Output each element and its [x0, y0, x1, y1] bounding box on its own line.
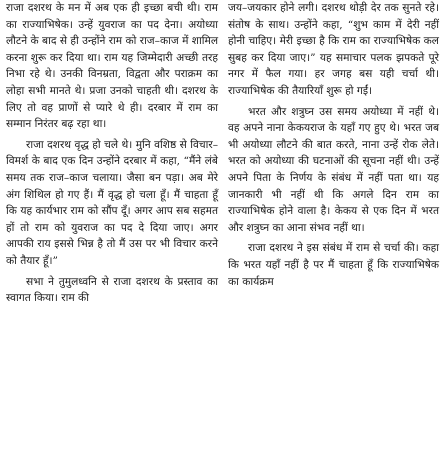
paragraph: राजा दशरथ वृद्ध हो चले थे। मुनि वशिष्ठ से विचार–विमर्श के बाद एक दिन उन्होंने दरबार में कहा, “मैंने लंबे समय तक राज–काज चलाया। जैसा बन पड़ा। अब मेरे अंग शिथिल हो गए हैं। मैं वृद्ध हो चला हूँ। मैं चाहता हूँ कि यह कार्यभार राम को सौंप दूँ। अगर आप सब सहमत हों तो राम को युवराज का पद दे दिया जाए। अगर आपकी राय इससे भिन्न है तो मैं उस पर भी विचार करने को तैयार हूँ।” — [6, 138, 218, 267]
paragraph: भरत और शत्रुघ्न उस समय अयोध्या में नहीं थे। वह अपने नाना केकयराज के यहाँ गए हुए थे। भरत जब भी अयोध्या लौटने की बात करते, नाना उन्हें रोक लेते। भरत को अयोध्या की घटनाओं की सूचना नहीं थी। उन्हें अपने पिता के निर्णय के संबंध में नहीं पता था। यह जानकारी भी नहीं थी कि अगले दिन राम का राज्याभिषेक होने वाला है। केकय से एक दिन में भरत और शत्रुघ्न का आना संभव नहीं था। — [228, 105, 439, 234]
paragraph: जय–जयकार होने लगी। दशरथ थोड़ी देर तक सुनते रहे। संतोष के साथ। उन्होंने कहा, “शुभ काम में देरी नहीं होनी चाहिए। मेरी इच्छा है कि राम का राज्याभिषेक कल सुबह कर दिया जाए।” यह समाचार पलक झपकते पूरे नगर में फैल गया। हर जगह बस यही चर्चा थी। राज्याभिषेक की तैयारियाँ शुरू हो गईं। — [228, 2, 439, 97]
paragraph: राजा दशरथ ने इस संबंध में राम से चर्चा की। कहा कि भरत यहाँ नहीं है पर मैं चाहता हूँ कि राज्याभिषेक का कार्यक्रम — [228, 242, 439, 288]
right-column — [222, 0, 444, 454]
paragraph: राजा दशरथ के मन में अब एक ही इच्छा बची थी। राम का राज्याभिषेक। उन्हें युवराज का पद देना। अयोध्या लौटने के बाद से ही उन्होंने राम को राज–काज में शामिल करना शुरू कर दिया था। राम यह जिम्मेदारी अच्छी तरह निभा रहे थे। उनकी विनम्रता, विद्वता और पराक्रम का लोहा सभी मानते थे। प्रजा उनको चाहती थी। दशरथ के लिए तो वह प्राणों से प्यारे थे ही। दरबार में राम का सम्मान निरंतर बढ़ रहा था। — [6, 2, 218, 131]
left-column — [0, 0, 222, 454]
paragraph: सभा ने तुमुलध्वनि से राजा दशरथ के प्रस्ताव का स्वागत किया। राम की — [6, 275, 218, 305]
